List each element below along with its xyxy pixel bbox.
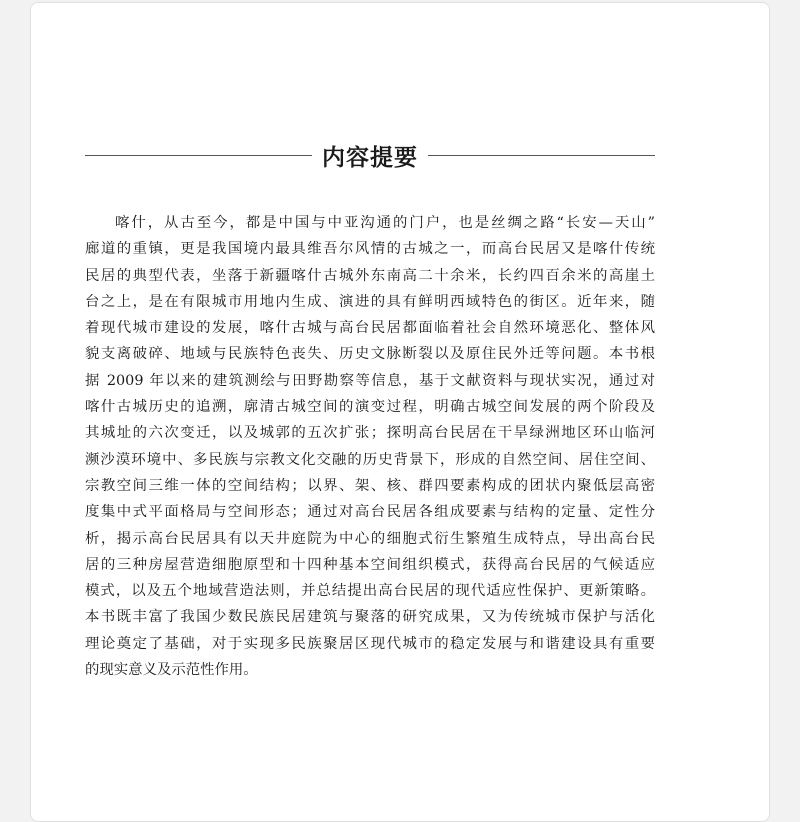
summary-line: 本书既丰富了我国少数民族民居建筑与聚落的研究成果，又为传统城市保护与活化	[85, 609, 655, 626]
summary-body	[85, 210, 655, 683]
summary-line: 喀什古城历史的追溯，廓清古城空间的演变过程，明确古城空间发展的两个阶段及	[85, 399, 655, 416]
heading-row	[85, 138, 655, 172]
summary-line: 据 2009 年以来的建筑测绘与田野勘察等信息，基于文献资料与现状实况，通过对	[85, 372, 655, 389]
summary-line: 貌支离破碎、地域与民族特色丧失、历史文脉断裂以及原住民外迁等问题。本书根	[85, 346, 655, 363]
summary-line: 濒沙漠环境中、多民族与宗教文化交融的历史背景下，形成的自然空间、居住空间、	[85, 451, 655, 468]
summary-line: 宗教空间三维一体的空间结构；以界、架、核、群四要素构成的团状内聚低层高密	[85, 477, 655, 494]
summary-line: 理论奠定了基础，对于实现多民族聚居区现代城市的稳定发展与和谐建设具有重要	[85, 635, 655, 652]
heading-rule-left	[85, 155, 312, 156]
summary-line: 民居的典型代表，坐落于新疆喀什古城外东南高二十余米，长约四百余米的高崖土	[85, 267, 655, 284]
summary-line: 度集中式平面格局与空间形态；通过对高台民居各组成要素与结构的定量、定性分	[85, 504, 655, 521]
heading-rule-right	[428, 155, 655, 156]
summary-line: 居的三种房屋营造细胞原型和十四种基本空间组织模式，获得高台民居的气候适应	[85, 556, 655, 573]
summary-line: 其城址的六次变迁，以及城郭的五次扩张；探明高台民居在干旱绿洲地区环山临河	[85, 425, 655, 442]
summary-line: 廊道的重镇，更是我国境内最具维吾尔风情的古城之一，而高台民居又是喀什传统	[85, 241, 655, 258]
summary-line: 着现代城市建设的发展，喀什古城与高台民居都面临着社会自然环境恶化、整体风	[85, 320, 655, 337]
summary-line: 模式，以及五个地域营造法则，并总结提出高台民居的现代适应性保护、更新策略。	[85, 583, 655, 600]
summary-line: 析，揭示高台民居具有以天井庭院为中心的细胞式衍生繁殖生成特点，导出高台民	[85, 530, 655, 547]
summary-line: 喀什，从古至今，都是中国与中亚沟通的门户，也是丝绸之路“长安—天山”	[115, 215, 655, 231]
summary-line: 台之上，是在有限城市用地内生成、演进的具有鲜明西域特色的街区。近年来，随	[85, 293, 655, 310]
summary-line: 的现实意义及示范性作用。	[85, 662, 258, 679]
page-title: 内容提要	[322, 144, 418, 171]
